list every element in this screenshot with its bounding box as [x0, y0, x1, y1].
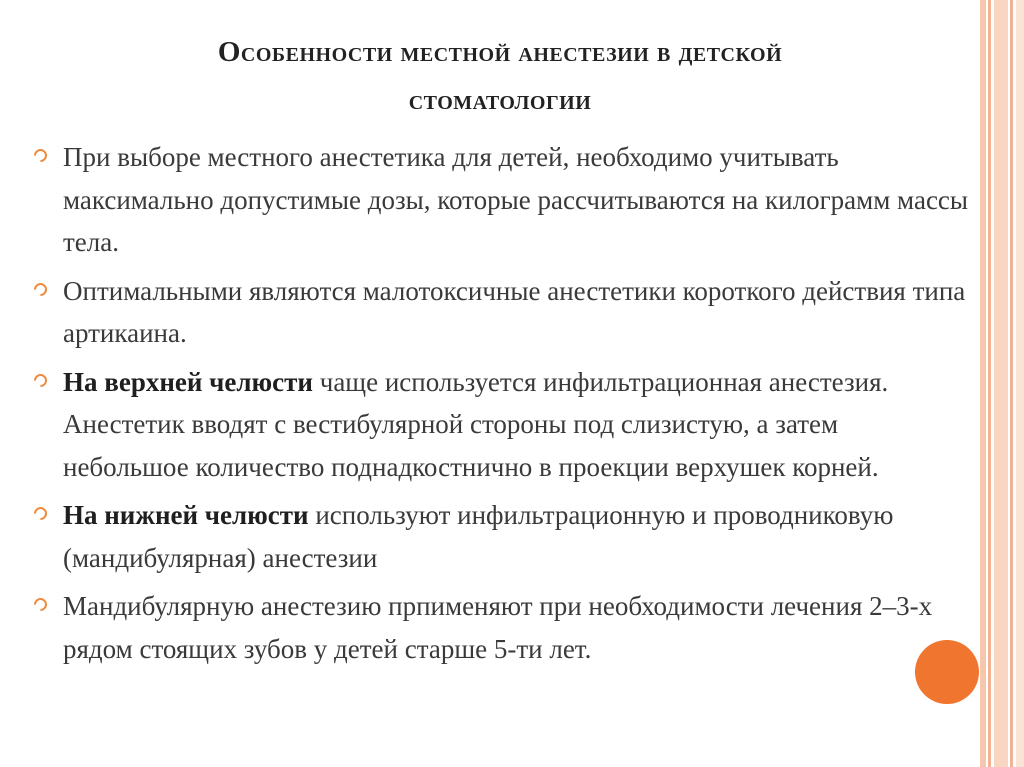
- decorative-stripe: [1010, 0, 1013, 767]
- bullet-item: [34, 270, 969, 355]
- bullet-list: [34, 136, 969, 676]
- bullet-bold-text: На верхней челюсти: [63, 366, 313, 397]
- bullet-body-text: При выборе местного анестетика для детей, необходимо учитывать максимально допустимые дозы, которые рассчитываются на килограмм массы тела.: [63, 142, 969, 257]
- bullet-item: [34, 494, 969, 579]
- decorative-circle: [915, 640, 979, 704]
- decorative-stripe: [1016, 0, 1024, 767]
- bullet-item: [34, 585, 969, 670]
- slide-title: [60, 28, 940, 124]
- bullet-icon: [31, 595, 49, 613]
- bullet-icon: [31, 280, 49, 298]
- bullet-text: [63, 361, 969, 489]
- bullet-text: [63, 136, 969, 264]
- bullet-text: [63, 585, 969, 670]
- bullet-icon: [31, 504, 49, 522]
- bullet-item: [34, 361, 969, 489]
- decorative-stripe: [988, 0, 991, 767]
- bullet-icon: [31, 146, 49, 164]
- slide-title-line-2: стоматологии: [408, 84, 592, 116]
- bullet-text: [63, 270, 969, 355]
- bullet-text: [63, 494, 969, 579]
- bullet-bold-text: На нижней челюсти: [63, 500, 309, 530]
- bullet-body-text: чаще используется инфильтрационная анестезия. Анестетик вводят с вестибулярной стороны под слизистую, а затем небольшое количество поднадкостнично в проекции верхушек корней.: [63, 366, 889, 482]
- slide-title-line-1: Особенности местной анестезии в детской: [217, 36, 783, 68]
- bullet-icon: [31, 371, 49, 389]
- bullet-item: [34, 136, 969, 264]
- decorative-stripe: [994, 0, 1008, 767]
- bullet-body-text: используют инфильтрационную и проводниковую (мандибулярная) анестезии: [63, 500, 894, 573]
- bullet-body-text: Оптимальными являются малотоксичные анестетики короткого действия типа артикаина.: [63, 275, 966, 348]
- bullet-body-text: Мандибулярную анестезию прпименяют при необходимости лечения 2–3-х рядом стоящих зубов у детей старше 5-ти лет.: [63, 591, 933, 664]
- decorative-stripe: [980, 0, 986, 767]
